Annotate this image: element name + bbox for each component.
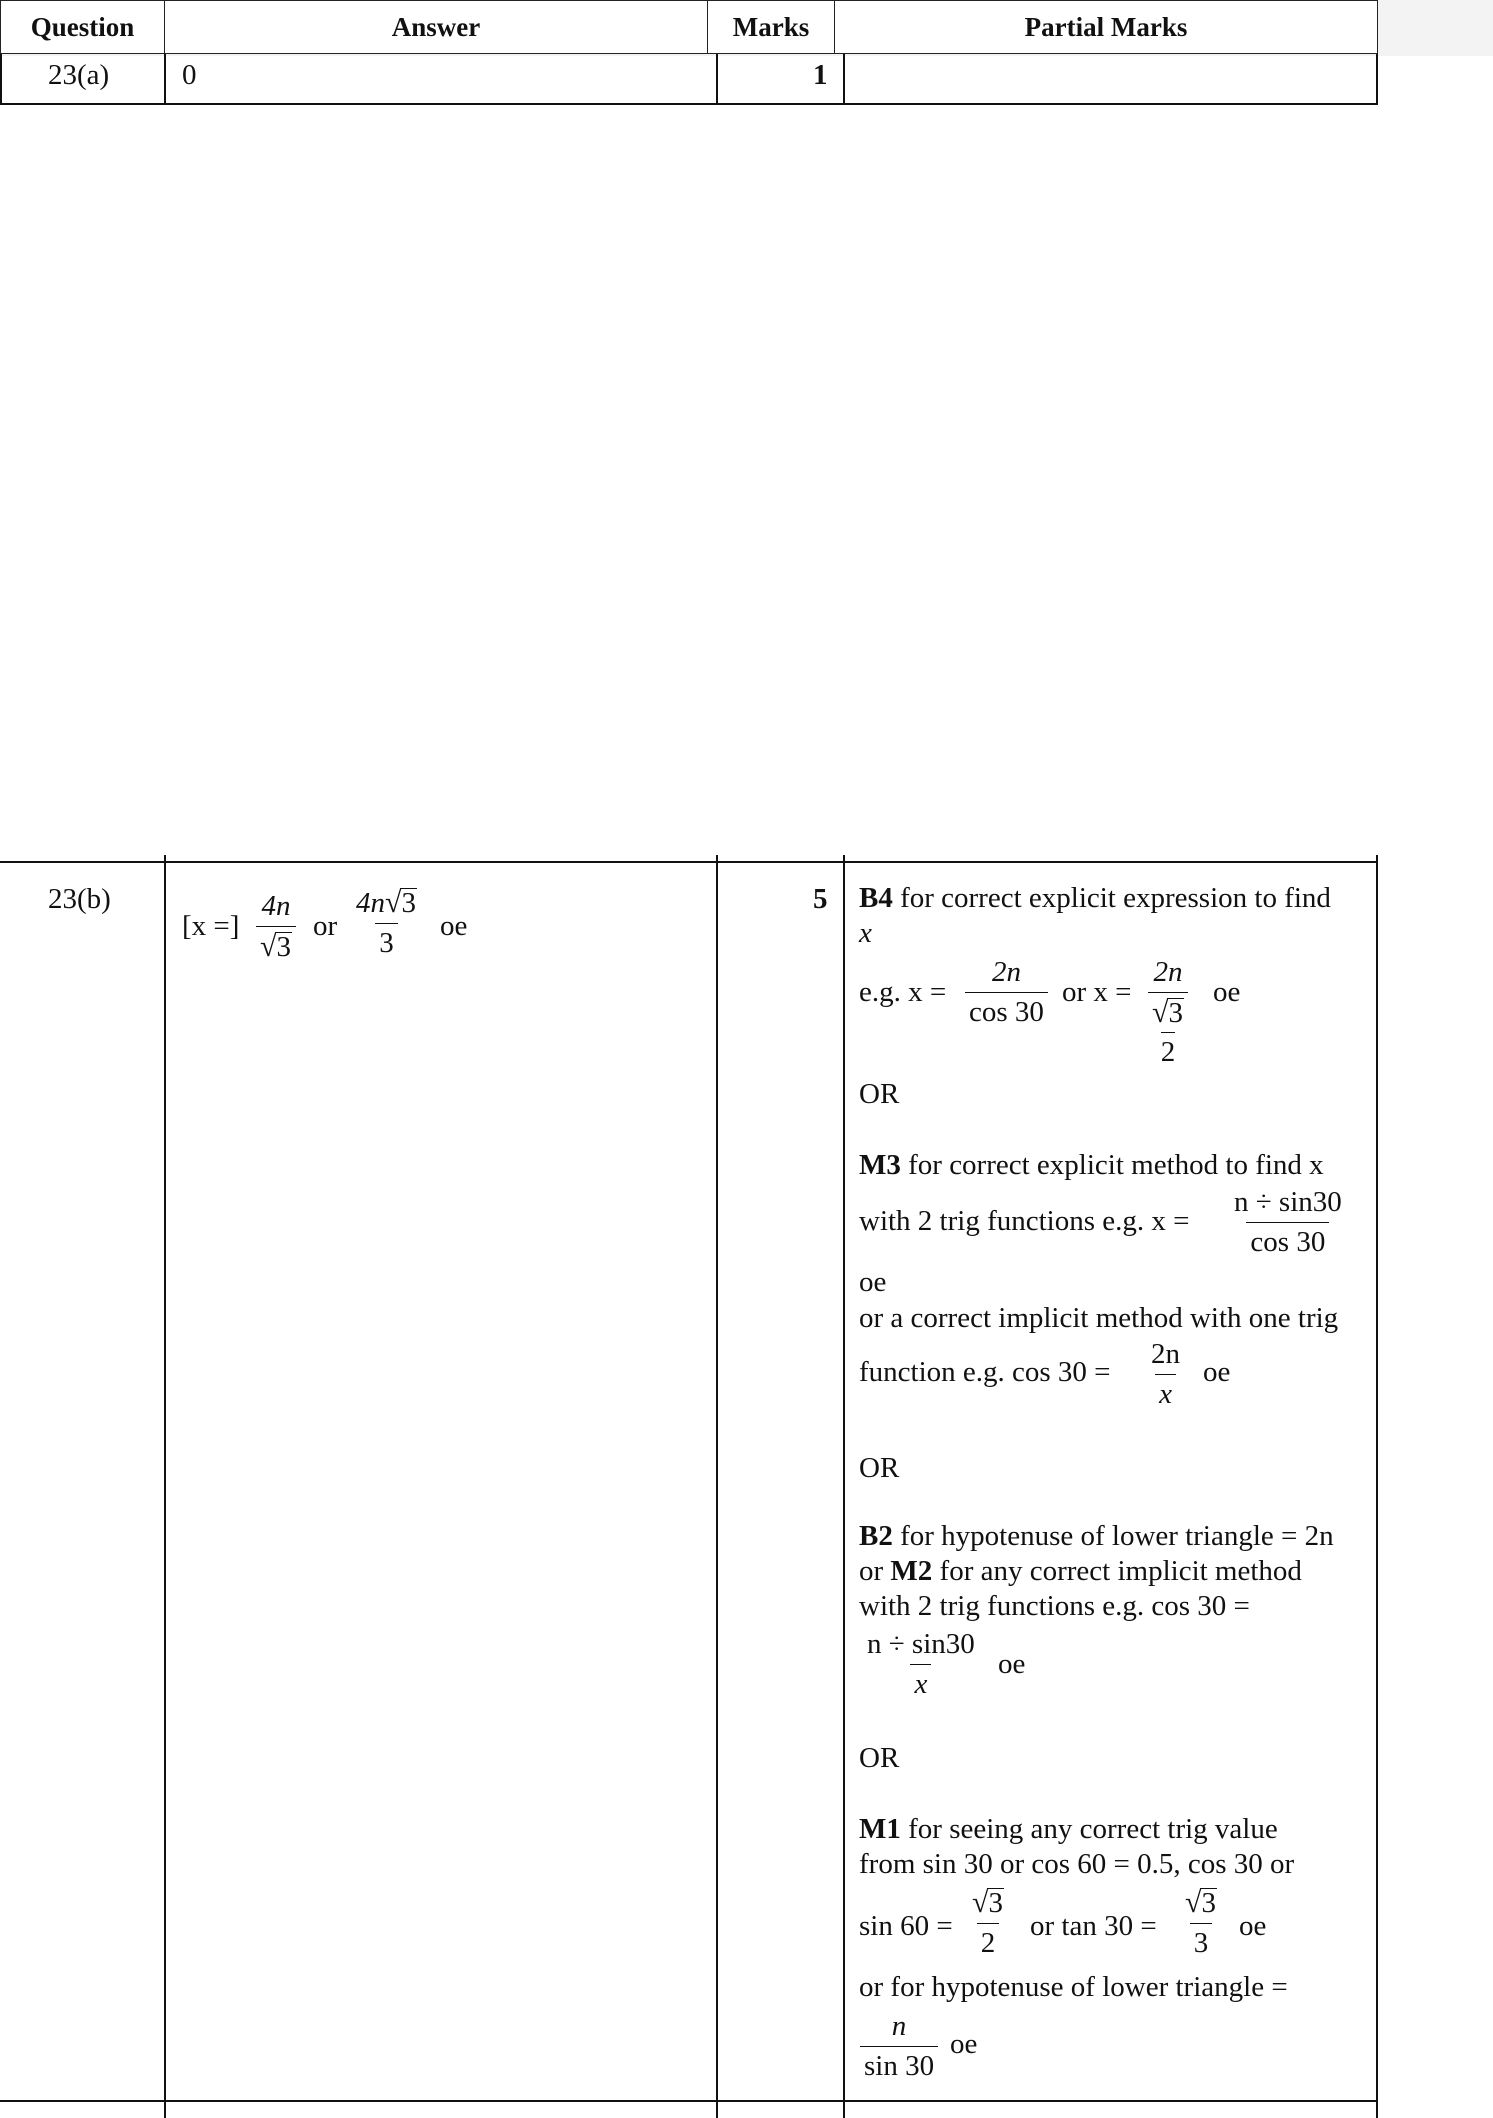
or-separator-1: OR (859, 1078, 900, 1110)
m1-f1-num: 3 (988, 1887, 1003, 1919)
m3-line-2: with 2 trig functions e.g. x = (859, 1205, 1190, 1237)
m1-line-2: from sin 30 or cos 60 = 0.5, cos 30 or (859, 1848, 1295, 1880)
sqrt-icon: √ 3 (1152, 996, 1183, 1029)
m3-den: cos 30 (1246, 1222, 1329, 1257)
m3-paragraph (859, 1148, 1369, 1183)
m3-text: for correct explicit method to find x (908, 1149, 1324, 1181)
sqrt-icon: √ 3 (1185, 1886, 1216, 1919)
row-a-question: 23(a) (48, 59, 110, 91)
b2-text: for hypotenuse of lower triangle = 2n (900, 1520, 1334, 1552)
m1-label: M1 (859, 1813, 901, 1845)
b4-example-prefix: e.g. x = (859, 976, 947, 1008)
b4-example-or: or x = (1062, 976, 1132, 1008)
b4-label: B4 (859, 882, 893, 914)
m3-label: M3 (859, 1149, 901, 1181)
m3-oe-2: oe (1203, 1356, 1231, 1388)
answer-prefix: [x =] (182, 910, 240, 942)
answer-fraction-1 (256, 892, 296, 962)
row-b-top-border (0, 861, 1378, 863)
row-a-answer: 0 (182, 59, 197, 91)
m1-fraction-3 (860, 2012, 938, 2081)
row-b-border-right (1376, 855, 1378, 2118)
answer-fraction-2 (352, 888, 421, 958)
m3-f-num: 2n (1151, 1338, 1180, 1370)
b4-example-oe: oe (1213, 976, 1241, 1008)
m2-fraction (863, 1630, 979, 1699)
row-b-question: 23(b) (48, 883, 111, 915)
b2-paragraph (859, 1519, 1369, 1624)
b4-paragraph (859, 881, 1369, 951)
m1-f1-den: 2 (977, 1923, 1000, 1958)
b2-label: B2 (859, 1520, 893, 1552)
b4-x: x (859, 917, 872, 949)
row-b-marks: 5 (813, 883, 828, 915)
answer-f1-den: 3 (276, 931, 291, 963)
b4-eg-f2-num: 2n (1153, 956, 1183, 988)
header-answer: Answer (164, 0, 708, 54)
m1-f2-num: 3 (1201, 1887, 1216, 1919)
row-a-border-right (1376, 54, 1378, 105)
m3-line-3: or a correct implicit method with one trig (859, 1302, 1339, 1334)
row-a-border-left (0, 54, 2, 105)
m1-line-4: or for hypotenuse of lower triangle = (859, 1971, 1288, 2003)
row-b-border-2 (716, 855, 718, 2118)
m2-den: x (914, 1668, 928, 1700)
b2-or: or (859, 1555, 884, 1587)
m2-label: M2 (890, 1555, 933, 1587)
m3-fraction (1230, 1188, 1346, 1257)
b4-example-fraction-1 (965, 958, 1048, 1027)
table-header (0, 0, 1493, 56)
m1-f3-num: n (891, 2010, 907, 2042)
row-a-border-2 (716, 54, 718, 105)
row-a-bottom-border (0, 103, 1378, 105)
row-a-border-3 (843, 54, 845, 105)
answer-oe: oe (440, 910, 468, 942)
m3-num: n ÷ sin30 (1234, 1186, 1342, 1218)
m2-num: n ÷ sin30 (867, 1628, 975, 1660)
m1-f3-den: sin 30 (860, 2046, 938, 2081)
m3-implicit-fraction (1147, 1340, 1184, 1409)
sqrt-icon: √ 3 (972, 1886, 1003, 1919)
row-a-border-1 (164, 54, 166, 105)
answer-f1-num: 4n (261, 890, 291, 922)
row-b-border-3 (843, 855, 845, 2118)
m1-text: for seeing any correct trig value (908, 1813, 1278, 1845)
m3-f-den: x (1159, 1378, 1172, 1410)
b4-eg-f1-den: cos 30 (965, 992, 1048, 1027)
m1-oe-2: oe (950, 2028, 978, 2060)
m1-sin60: sin 60 = (859, 1910, 953, 1942)
m1-oe: oe (1239, 1910, 1267, 1942)
m1-fraction-2 (1181, 1888, 1221, 1958)
or-separator-2: OR (859, 1452, 900, 1484)
sqrt-icon: √ 3 (385, 886, 416, 919)
header-question: Question (0, 0, 165, 54)
m2-text: for any correct implicit method (939, 1555, 1302, 1587)
answer-or: or (313, 910, 338, 942)
m2-line-2: with 2 trig functions e.g. cos 30 = (859, 1590, 1250, 1622)
m1-paragraph (859, 1812, 1369, 1882)
m1-fraction-1 (968, 1888, 1008, 1958)
answer-f2-num-a: 4n (356, 887, 385, 919)
b4-example-fraction-2 (1148, 958, 1188, 1067)
answer-f2-den: 3 (375, 923, 398, 958)
b4-eg-f2-den-a: 3 (1168, 997, 1183, 1029)
header-partial-marks: Partial Marks (834, 0, 1378, 54)
m2-oe: oe (998, 1648, 1026, 1680)
b4-eg-f1-num: 2n (991, 956, 1021, 988)
or-separator-3: OR (859, 1742, 900, 1774)
row-b-border-1 (164, 855, 166, 2118)
b4-eg-f2-den-b: 2 (1161, 1032, 1176, 1067)
row-a-marks: 1 (813, 59, 828, 91)
header-marks: Marks (707, 0, 835, 54)
m3-line-4: function e.g. cos 30 = (859, 1356, 1111, 1388)
m1-tan: or tan 30 = (1030, 1910, 1157, 1942)
m3-oe: oe (859, 1266, 887, 1298)
row-b-bottom-border (0, 2100, 1378, 2102)
answer-f2-num-b: 3 (401, 887, 416, 919)
b4-text: for correct explicit expression to find (900, 882, 1331, 914)
m1-f2-den: 3 (1190, 1923, 1213, 1958)
sqrt-icon: √ 3 (260, 930, 291, 963)
